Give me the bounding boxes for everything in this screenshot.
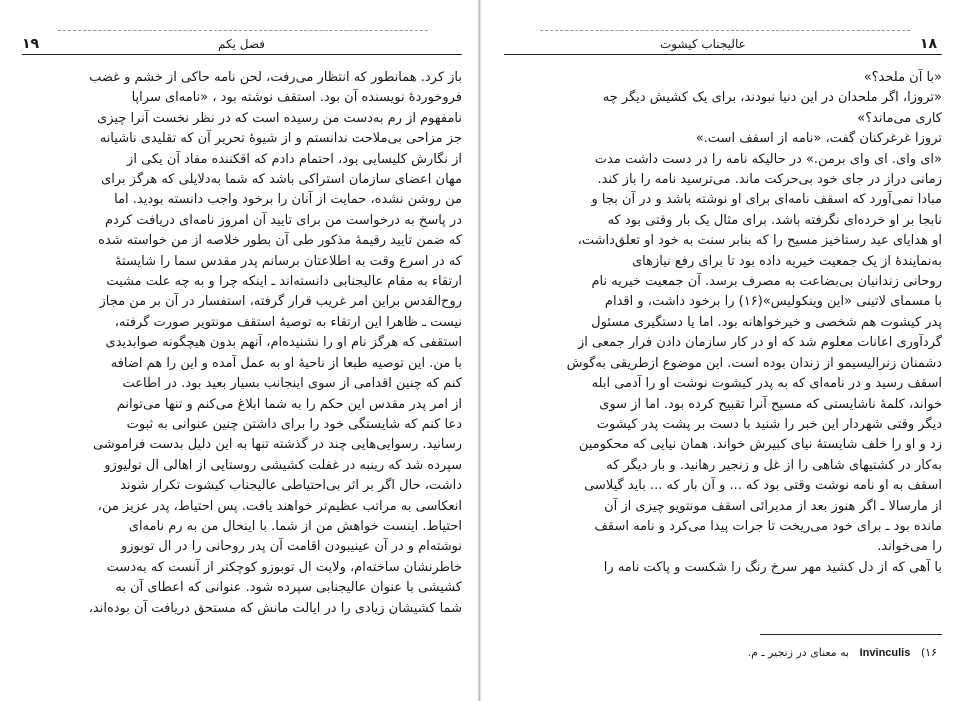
text-line: مهان اعضای سازمان استراکی باشد که شما به‌دلایلی که هرگز برای xyxy=(101,172,462,188)
text-line: روح‌القدس براین امر غریب قرار گرفته، استفسار در آن بر من مجاز xyxy=(99,294,462,310)
header-dashed-rule xyxy=(58,30,428,31)
footnote-rule xyxy=(760,634,942,635)
right-running-title: عالیجناب کیشوت xyxy=(660,37,746,51)
text-line: انعکاسی به مراتب عظیم‌تر خواهند یافت. پس احتیاط، پدر عزیز من، xyxy=(97,498,462,514)
text-line: با من. این توصیه طبعا از ناحیهٔ او به عمل آمده و این را هم اضافه xyxy=(110,355,462,371)
text-line: نوشته‌ام و در آن عینیبودن اقامت آن پدر روحانی را در ال توبوزو xyxy=(120,539,462,555)
text-line: زد و او را خلف شایستهٔ نیای کبیرش خواند. همان نیایی که محکومین xyxy=(578,437,942,453)
text-line: با مسمای لاتینی «این وینکولیس»(۱۶) را برخود داشت، و اقدام xyxy=(604,294,942,310)
text-line: از مارسالا ـ اگر هنوز بعد از مدیرائی اسقف مونتویو چیزی از آن xyxy=(604,498,942,514)
text-line: روحانی زندانیان بی‌بضاعت به مصرف برسد. آن جمعیت خیریه نام xyxy=(591,274,942,290)
text-line: در پاسخ به درخواست من برای تایید آن امروز نامه‌ای دریافت کردم xyxy=(104,212,462,228)
text-line: از امر پدر مقدس این حکم را به شما ابلاغ می‌کنم و تنها می‌توانم xyxy=(116,396,462,412)
text-line: دیگر وقتی شهردار این خبر را شنید با دست بر پشت پدر کیشوت xyxy=(596,416,942,432)
text-line: سپرده شد که رینبه در غفلت کشیشی روستایی از اهالی ال تولیوزو xyxy=(104,457,462,473)
footnote-term: Invinculis xyxy=(859,647,911,659)
text-line: ارتقاء به مقام عالیجنابی دانسته‌اند ـ اینکه چرا و به چه علت مشیت xyxy=(106,274,462,290)
left-page xyxy=(0,0,479,701)
left-page-number: ۱۹ xyxy=(22,36,40,52)
text-line: کنم که چنین اقدامی از سوی اینجانب بسیار بعید بود. در اطاعت xyxy=(122,376,462,392)
header-dashed-rule xyxy=(540,30,910,31)
text-line: به‌کار در کشتیهای شاهی را از غل و زنجیر رهانید. و بار دیگر که xyxy=(606,457,942,473)
text-line: داشت، حال اگر بر اثر بی‌احتیاطی عالیجناب کیشوت تکرار شوند xyxy=(120,478,462,494)
text-line: دعا کنم که شایستگی خود را برای داشتن چنین عنوانی به ثبوت xyxy=(126,416,462,432)
text-line: پدر کیشوت هم شخصی و خیرخواهانه بود. اما یا دستگیری مسئول xyxy=(591,314,942,330)
text-line: مانده بود ـ برای خود می‌ریخت تا جرات پیدا می‌کرد و نامه اسقف xyxy=(594,518,942,534)
right-page-number: ۱۸ xyxy=(919,36,937,52)
right-body-text xyxy=(504,68,942,578)
left-header-rule xyxy=(22,54,462,55)
text-line: کشیشی با عنوان عالیجنابی سپرده شود. عنوانی که اعطای آن به xyxy=(115,580,462,596)
text-line: که ضمن تایید رقیمهٔ مذکور طی آن بطور خلاصه از من خواسته شده xyxy=(98,233,462,249)
text-line: دشمنان زنرالیسیمو از زندان بوده است. این موضوع ازطریقی به‌گوش xyxy=(566,355,942,371)
text-line: زمانی دراز در جای خود بی‌حرکت ماند. می‌ترسید نامه را باز کند. xyxy=(597,172,942,188)
text-line: باز کرد. همانطور که انتظار می‌رفت، لحن نامه حاکی از خشم و غضب xyxy=(89,70,462,85)
left-body-text xyxy=(22,68,462,619)
text-line: «با آن ملحد؟» xyxy=(863,70,942,85)
text-line: رسانید. رسوایی‌هایی چند در گذشته تنها به این دلیل بدست فراموشی xyxy=(92,437,462,453)
text-line: من روشن نشده، حمایت از آنان را برخود واجب دانسته بودید. اما xyxy=(114,192,462,208)
text-line: نامفهوم از رم به‌دست من رسیده است که در نظر نخست آنرا چیزی xyxy=(97,110,462,126)
text-line: را می‌خواند. xyxy=(877,539,942,555)
right-page xyxy=(480,0,959,701)
text-line: شما کشیشان زیادی را در ایالت مانش که مستحق دریافت آن بوده‌اند، xyxy=(88,600,462,616)
text-line: «ای وای. ای وای برمن.» در حالیکه نامه را در دست داشت مدت xyxy=(594,151,942,167)
text-line: او هدایای عید رستاخیز مسیح را که بنابر سنت به خود او تعلق‌داشت، xyxy=(577,233,942,249)
text-line: خاطرنشان ساخته‌ام، ولایت ال توبوزو کوچکتر از آنست که به‌دست xyxy=(106,559,462,575)
text-line: که در اسرع وقت به اطلاعتان برسانم پدر مقدس سما را شایستهٔ xyxy=(115,253,462,269)
text-line: به‌نمایندهٔ از یک جمعیت خیریه داده بود تا برای رفع نیازهای xyxy=(631,253,942,269)
text-line: خواند، کلمهٔ ناشایستی که مسیح آنرا تقبیح کرده بود. اما از سوی xyxy=(599,396,942,412)
text-line: احتیاط. اینست خواهش من از شما. با اینحال من به رم نامه‌ای xyxy=(128,518,462,534)
text-line: گردآوری اعانات معلوم شد که او در کار سازمان دادن فرار جمعی از xyxy=(578,335,942,351)
text-line: نیست ـ ظاهرا این ارتقاء به توصیهٔ استقف مونتویر صورت گرفته، xyxy=(114,314,462,330)
text-line: اسقف رسید و در نامه‌ای که به پدر کیشوت نوشت او را آدمی ابله xyxy=(591,376,942,392)
text-line: اسقف به او نامه نوشت وقتی بود که ... و آن بار که ... باید گیلاسی xyxy=(584,478,942,494)
left-running-title: فصل یکم xyxy=(218,37,265,51)
text-line: استقفی که هرگز نام او را نشنیده‌ام، آنهم بدون هیچگونه صوابدیدی xyxy=(105,335,462,351)
text-line: فروخوردهٔ نویسنده آن بود. استقف نوشته بود ، «نامه‌ای سراپا xyxy=(131,90,462,106)
footnote-text: به معنای در زنجیر ـ م. xyxy=(747,646,850,659)
text-line: جز مزاحی بی‌ملاحت ندانستم و از شیوهٔ تحریر آن که تقلیدی ناشیانه xyxy=(99,131,462,147)
text-line: مبادا نمی‌آورد که اسقف نامه‌ای برای او نوشته باشد و در آن بجا و xyxy=(591,192,942,208)
text-line: «تروزا، اگر ملحدان در این دنیا نبودند، برای یک کشیش دیگر چه xyxy=(602,90,942,106)
text-line: تروزا غرغرکنان گفت، «نامه از اسقف است.» xyxy=(695,131,942,147)
right-header-rule xyxy=(504,54,942,55)
text-line: کاری می‌ماند؟» xyxy=(857,110,942,126)
footnote xyxy=(748,646,937,659)
text-line: با آهی که از دل کشید مهر سرخ رنگ را شکست و پاکت نامه را xyxy=(603,559,942,575)
text-line: از نگارش کلیسایی بود، احتمام دادم که اقکننده مفاد آن یکی از xyxy=(127,151,462,167)
text-line: نابجا بر او خرده‌ای نگرفته باشد. برای مثال یک بار وقتی بود که xyxy=(607,212,942,228)
footnote-marker: ۱۶) xyxy=(920,646,937,659)
